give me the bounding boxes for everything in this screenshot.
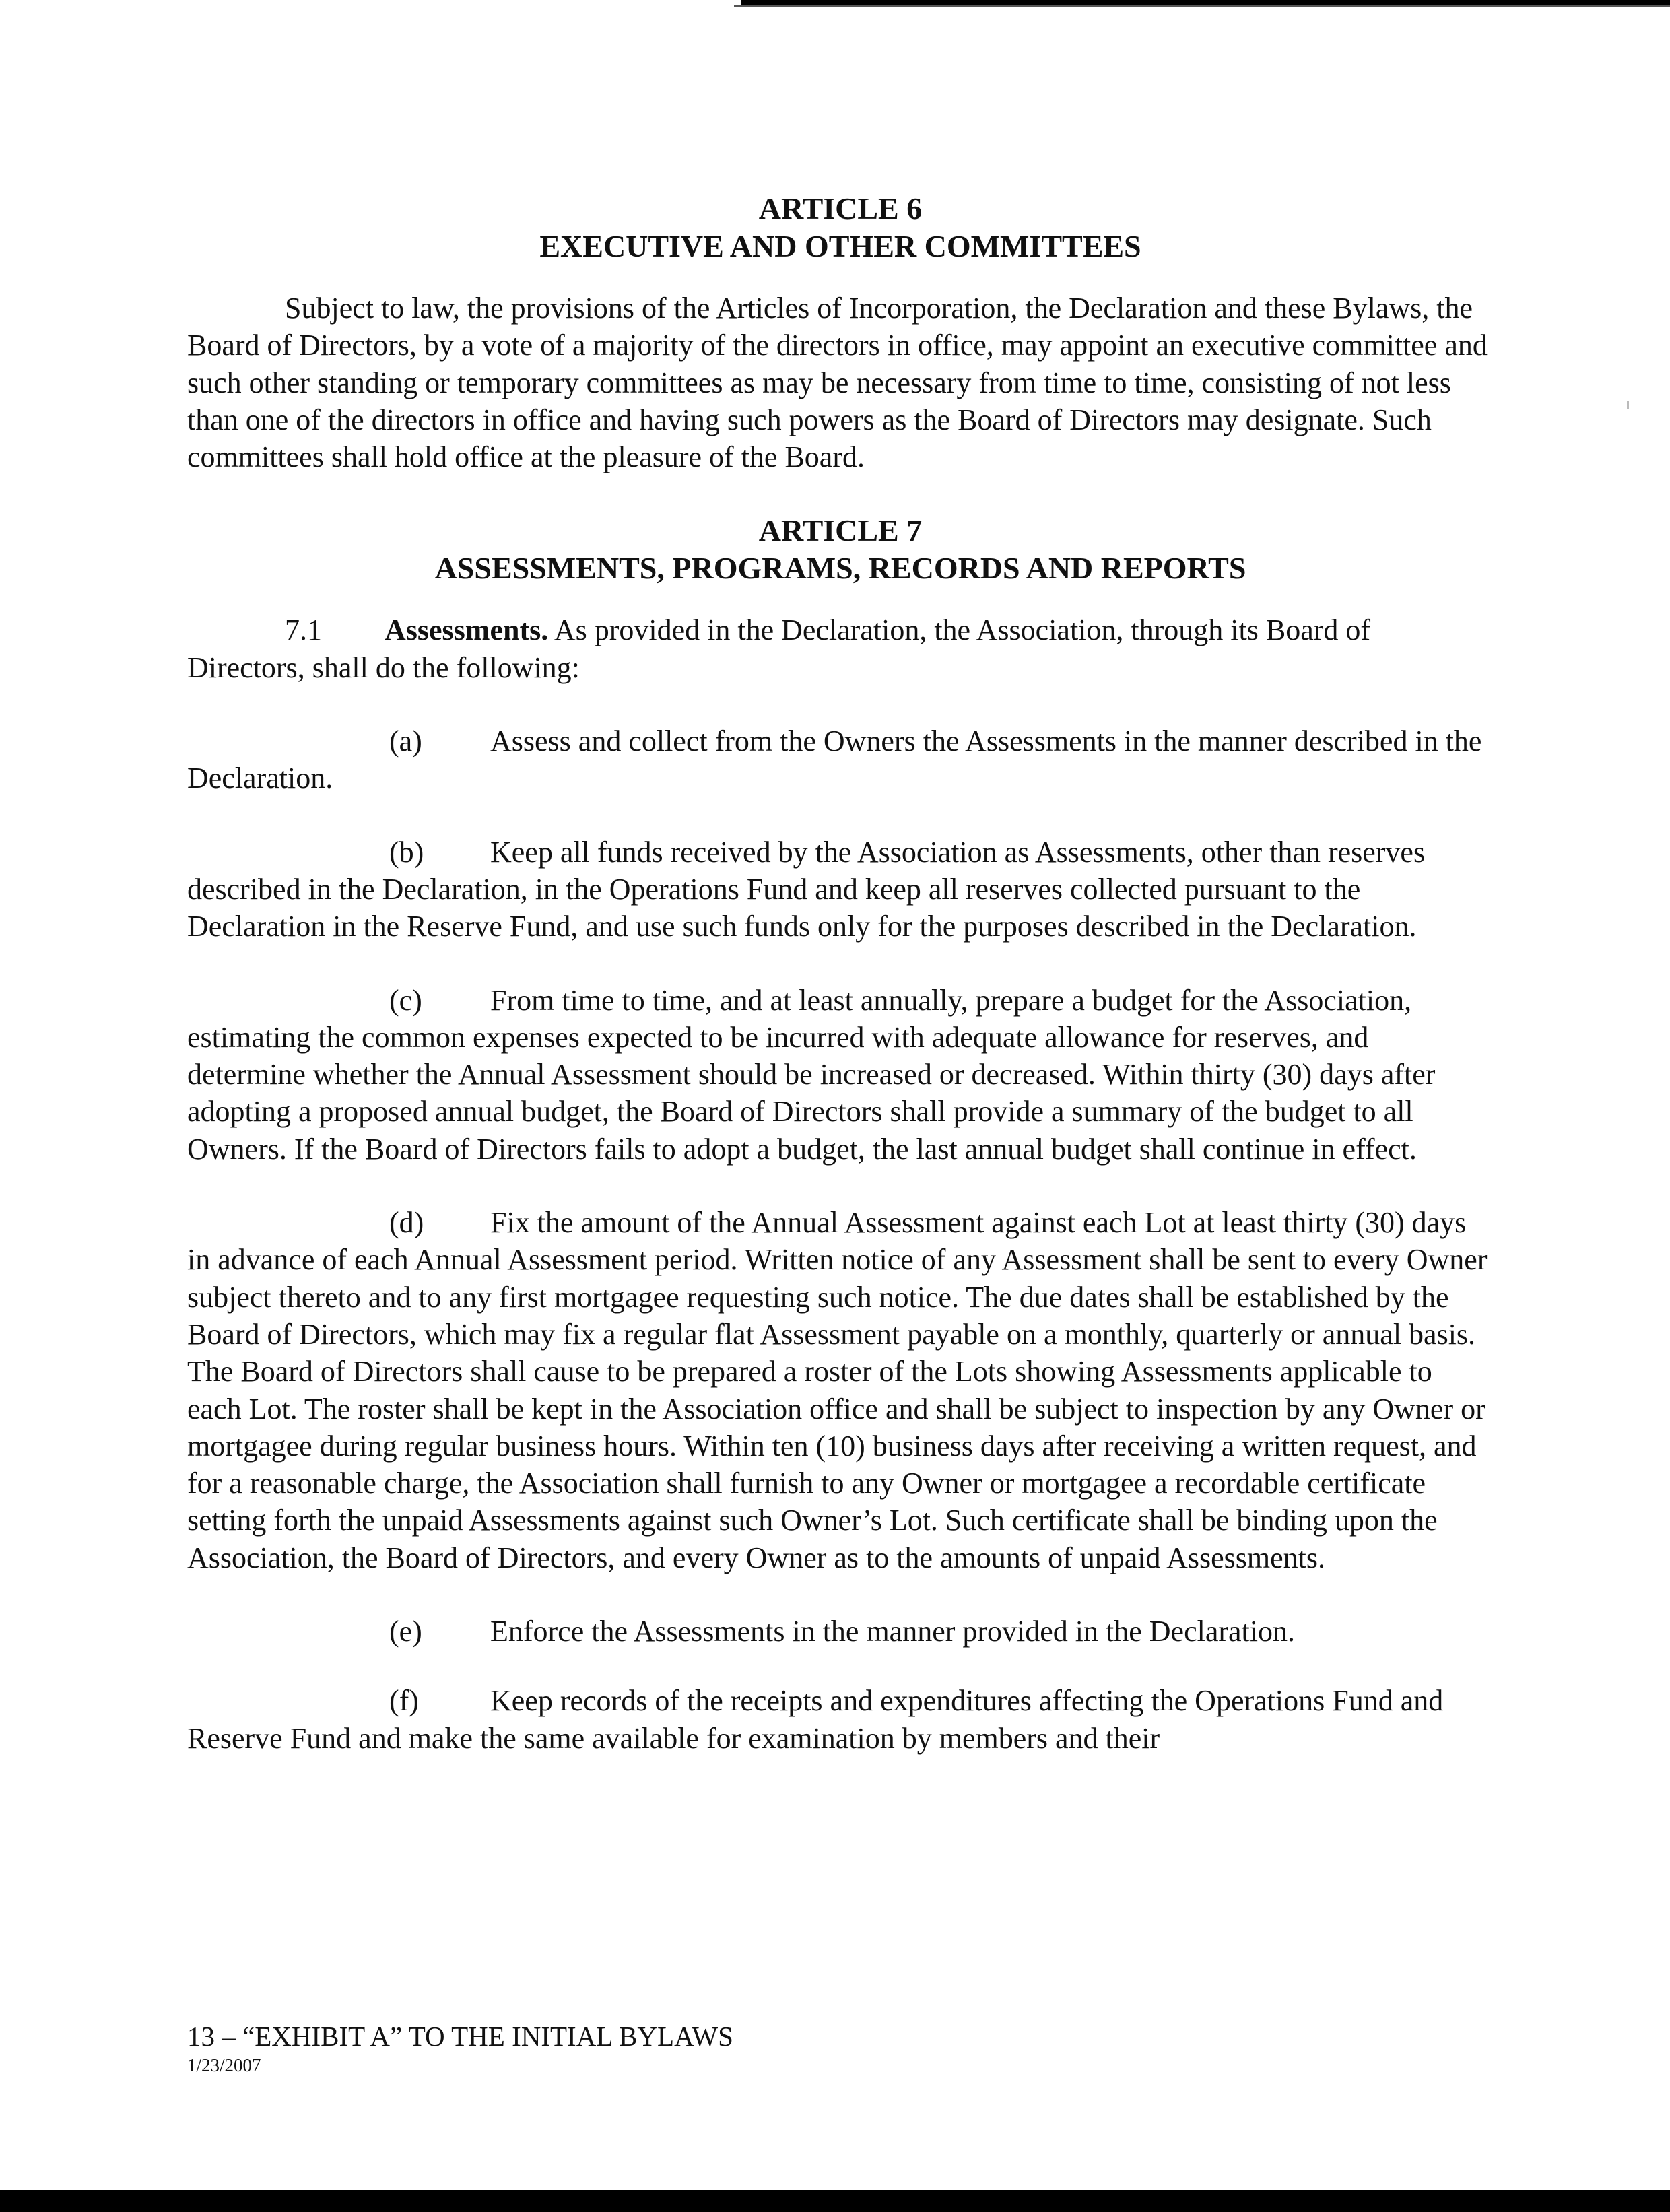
item-b — [187, 834, 1494, 945]
section-heading: Assessments — [385, 613, 541, 647]
footer-date: 1/23/2007 — [187, 2055, 261, 2075]
item-d — [187, 1204, 1494, 1576]
item-text: Keep records of the receipts and expenditures affecting the Operations Fund and Reserve Fund and make the same available for examination by members and their — [187, 1684, 1444, 1755]
section-intro: As provided in the Declaration, the Association, through its Board of Directors, shall do the following: — [187, 613, 1371, 684]
article-7-title: ASSESSMENTS, PROGRAMS, RECORDS AND REPORTS — [434, 551, 1246, 586]
item-text: Keep all funds received by the Association as Assessments, other than reserves described in the Declaration, in the Operations Fund and keep all reserves collected pursuant to the Declaration in the Reserve Fund, and use such funds only for the purposes described in the Declaration. — [187, 835, 1426, 943]
footer-title: 13 – “EXHIBIT A” TO THE INITIAL BYLAWS — [187, 2021, 733, 2052]
item-text: Fix the amount of the Annual Assessment against each Lot at least thirty (30) days in advance of each Annual Assessment period. Written notice of any Assessment shall be sent to every Owner subject thereto and to any first mortgagee requesting such notice. The due dates shall be established by the Board of Directors, which may fix a regular flat Assessment payable on a monthly, quarterly or annual basis. The Board of Directors shall cause to be prepared a roster of the Lots showing Assessments applicable to each Lot. The roster shall be kept in the Association office and shall be subject to inspection by any Owner or mortgagee during regular business hours. Within ten (10) business days after receiving a written request, and for a reasonable charge, the Association shall furnish to any Owner or mortgagee a recordable certificate setting forth the unpaid Assessments against such Owner’s Lot. Such certificate shall be binding upon the Association, the Board of Directors, and every Owner as to the amounts of unpaid Assessments. — [187, 1206, 1488, 1574]
article-6-title: EXECUTIVE AND OTHER COMMITTEES — [539, 229, 1141, 263]
scan-top-edge — [741, 0, 1670, 5]
scan-speck — [1627, 401, 1629, 409]
item-text: Enforce the Assessments in the manner provided in the Declaration. — [490, 1615, 1295, 1648]
article-6-number: ARTICLE 6 — [758, 191, 923, 226]
item-e — [187, 1613, 1494, 1650]
item-a — [187, 723, 1494, 797]
scan-bottom-edge — [0, 2190, 1670, 2212]
item-text: From time to time, and at least annually, prepare a budget for the Association, estimating the common expenses expected to be incurred with adequate allowance for reserves, and determine whether the Annual Assessment should be increased or decreased. Within thirty (30) days after adopting a proposed annual budget, the Board of Directors shall provide a summary of the budget to all Owners. If the Board of Directors fails to adopt a budget, the last annual budget shall continue in effect. — [187, 983, 1436, 1166]
item-marker: (e) — [389, 1615, 422, 1648]
item-text: Assess and collect from the Owners the Assessments in the manner described in the Declaration. — [187, 725, 1482, 795]
item-marker: (d) — [389, 1206, 424, 1240]
item-c — [187, 982, 1494, 1168]
scan-top-edge-line — [734, 5, 1670, 7]
article-6-body: Subject to law, the provisions of the Articles of Incorporation, the Declaration and these Bylaws, the Board of Directors, by a vote of a majority of the directors in office, may appoint an executive committee and such other standing or temporary committees as may be necessary from time to time, consisting of not less than one of the directors in office and having such powers as the Board of Directors may designate. Such committees shall hold office at the pleasure of the Board. — [187, 292, 1488, 474]
item-f — [187, 1682, 1494, 1757]
item-marker: (b) — [389, 835, 424, 869]
document-page — [187, 190, 1494, 1757]
section-7-1 — [187, 611, 1494, 686]
item-marker: (f) — [389, 1684, 419, 1718]
item-marker: (a) — [389, 725, 422, 758]
section-heading-period: . — [541, 613, 549, 647]
article-7-number: ARTICLE 7 — [758, 513, 923, 548]
section-number: 7.1 — [285, 613, 322, 647]
page-footer — [187, 2020, 733, 2077]
item-marker: (c) — [389, 983, 422, 1017]
